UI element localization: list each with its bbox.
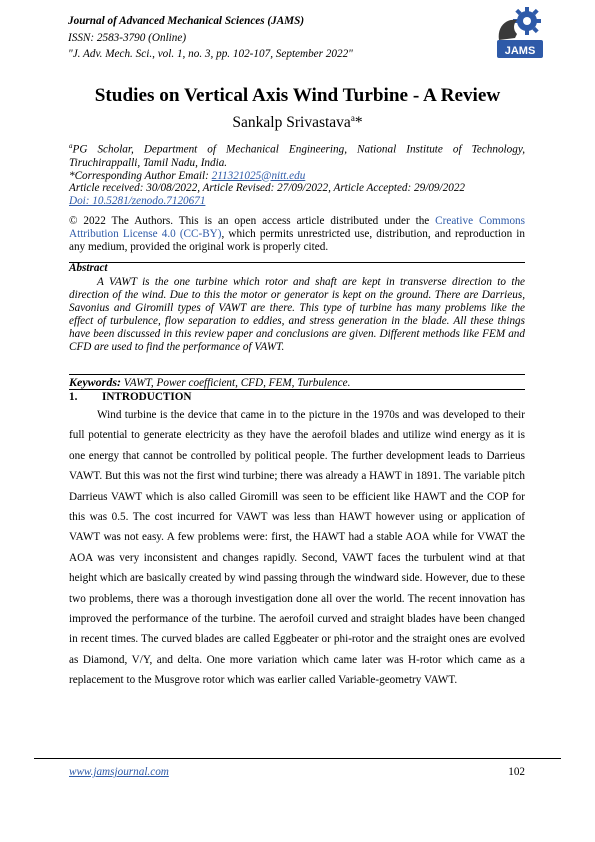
abstract-heading: Abstract <box>69 262 108 274</box>
author-name: Sankalp Srivastava <box>232 114 351 131</box>
license-notice <box>69 215 525 254</box>
page-number: 102 <box>508 766 525 778</box>
license-suffix: , which permits unrestricted use, distribution, and reproduction in any medium, provided the original work is properly cited. <box>69 227 525 253</box>
affiliation <box>69 140 525 170</box>
section-title: INTRODUCTION <box>102 391 192 403</box>
corresponding-email <box>69 170 525 183</box>
abstract-text: A VAWT is the one turbine which rotor and shaft are kept in transverse direction to the direction of the wind. Due to this the motor or generator is kept on the ground. There are Darrieus, Savonius and Giromill types of VAWT are there. This type of turbine has many problems like the effect of turbulence, flow separation to eddies, and stress generation in the blade. All these things have been discussed in this review paper and conclusions are given. Different methods like FEM and CFD are used to find the performance of VAWT. <box>69 276 525 353</box>
keywords-label: Keywords: <box>69 375 121 389</box>
section-heading <box>69 391 192 403</box>
affiliation-text: PG Scholar, Department of Mechanical Engineering, National Institute of Technology, Tiruchirappalli, Tamil Nadu, India. <box>69 143 525 169</box>
journal-name: Journal of Advanced Mechanical Sciences (JAMS) <box>68 15 305 27</box>
abstract-top-rule <box>69 262 525 263</box>
journal-citation: "J. Adv. Mech. Sci., vol. 1, no. 3, pp. 102-107, September 2022" <box>68 48 353 60</box>
article-dates: Article received: 30/08/2022, Article Revised: 27/09/2022, Article Accepted: 29/09/2022 <box>69 182 466 195</box>
doi-link[interactable]: Doi: 10.5281/zenodo.7120671 <box>69 195 206 208</box>
introduction-text: Wind turbine is the device that came in to the picture in the 1970s and was developed to their full potential to generate electricity as they have the aerofoil blades and utilize wind energy as it is one energy that cannot be controlled by political people. The further development leads to Darrieus VAWT. But this was not the first wind turbine; there was already a HAWT in 1891. The variable pitch Darrieus VAWT which is also called Giromill was seen to be efficient like HAWT and the COP for this was 0.5. The cost incurred for VAWT was less than HAWT however using or application of VAWT was not easy. A few problems were: first, the HAWT had a stable AOA while for VWAT the AOA was very inconsistent and changes rapidly. Second, VAWT faces the turbulent wind at that height which are basically created by wind passing through the windward side. However, due to these two problems, there was a thorough investigation done all over the world. The recent innovation has improved the performance of the turbine. The aerofoil curved and straight blades have been changed in recent times. The curved blades are called Eggbeater or phi-rotor and the straight ones are evolved as Diamond, V/Y, and delta. One more variation which came later was H-rotor which came as a replacement to the Musgrove rotor which was earlier called Variable-geometry VAWT. <box>69 409 525 687</box>
license-link[interactable]: Creative Commons Attribution License 4.0 (CC-BY) <box>69 215 525 240</box>
footer-rule <box>34 758 561 759</box>
logo-text: JAMS <box>504 45 536 57</box>
keywords <box>69 375 525 390</box>
gear-icon <box>513 7 541 35</box>
license-prefix: © 2022 The Authors. This is an open access article distributed under the <box>69 215 436 227</box>
affiliation-superscript: a <box>69 142 73 150</box>
author-star: * <box>354 114 363 131</box>
email-label: *Corresponding Author Email: <box>69 169 212 182</box>
head-icon <box>499 20 517 40</box>
email-link[interactable]: 211321025@nitt.edu <box>211 169 306 182</box>
paper-title: Studies on Vertical Axis Wind Turbine - A Review <box>94 85 501 106</box>
author-line <box>0 114 595 132</box>
journal-header <box>68 13 468 63</box>
keywords-text: VAWT, Power coefficient, CFD, FEM, Turbulence. <box>121 377 351 389</box>
keywords-bottom-rule <box>69 389 525 390</box>
section-number: 1. <box>69 391 78 403</box>
author-superscript: a <box>350 113 355 123</box>
footer-website-link[interactable]: www.jamsjournal.com <box>69 766 169 778</box>
article-meta <box>69 140 525 208</box>
jams-logo <box>491 4 549 62</box>
journal-issn: ISSN: 2583-3790 (Online) <box>68 31 187 44</box>
